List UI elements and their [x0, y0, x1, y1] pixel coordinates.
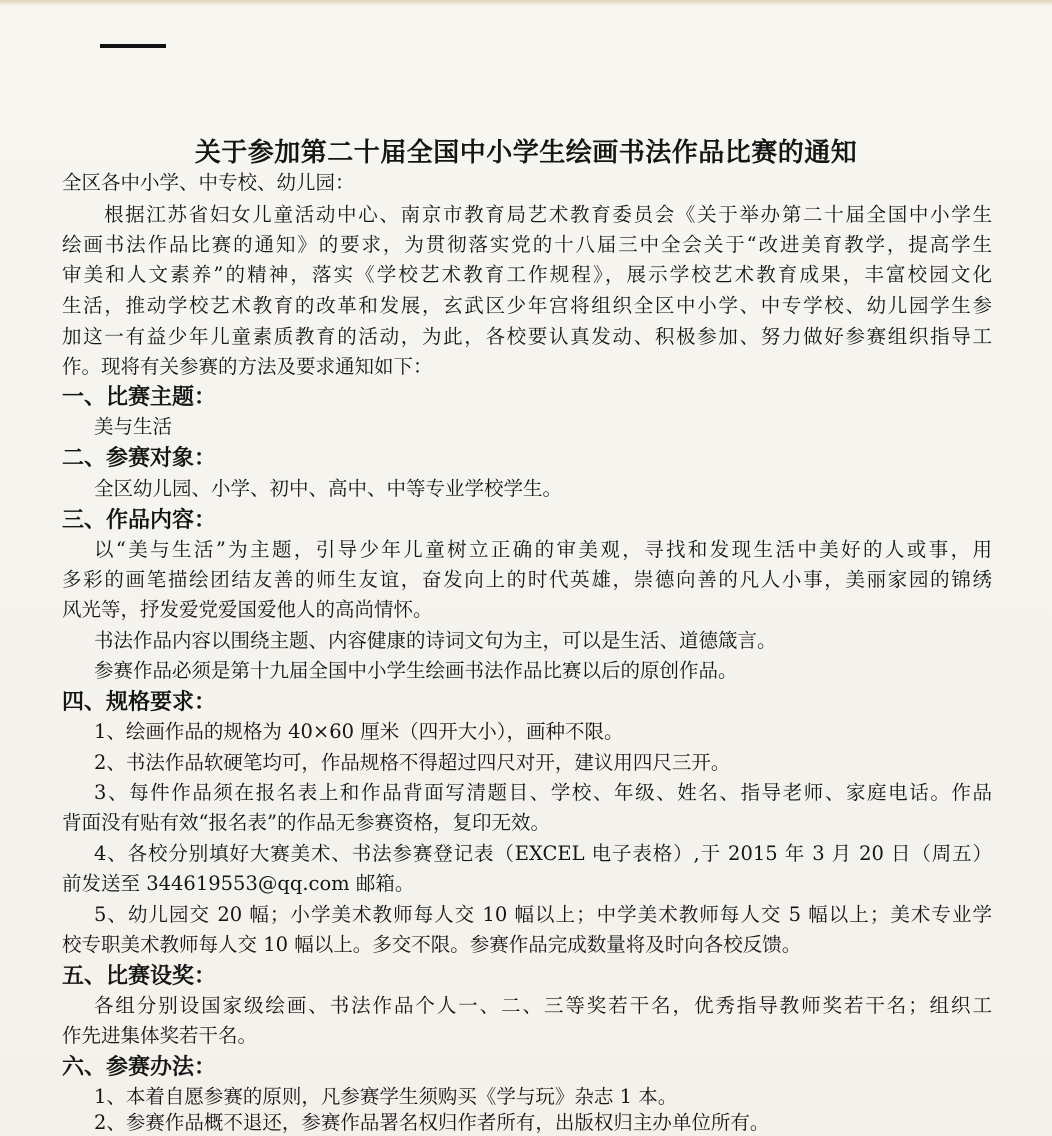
section-text: 4、各校分别填好大赛美术、书法参赛登记表（EXCEL 电子表格）,于 2015 年 3 月 20 日（周五） [94, 842, 992, 865]
section-text: 1、本着自愿参赛的原则，凡参赛学生须购买《学与玩》杂志 1 本。 [94, 1085, 678, 1108]
section-text: 校专职美术教师每人交 10 幅以上。多交不限。参赛作品完成数量将及时向各校反馈。 [62, 933, 802, 956]
section-text: 2、参赛作品概不退还，参赛作品署名权归作者所有，出版权归主办单位所有。 [94, 1111, 770, 1134]
section-text: 书法作品内容以围绕主题、内容健康的诗词文句为主，可以是生活、道德箴言。 [94, 629, 777, 652]
intro-line: 绘画书法作品比赛的通知》的要求，为贯彻落实党的十八届三中全会关于“改进美育教学，提高学生 [62, 233, 992, 256]
intro-line: 审美和人文素养”的精神，落实《学校艺术教育工作规程》，展示学校艺术教育成果，丰富校园文化 [62, 263, 992, 286]
section-text: 参赛作品必须是第十九届全国中小学生绘画书法作品比赛以后的原创作品。 [94, 659, 738, 682]
section-text: 全区幼儿园、小学、初中、高中、中等专业学校学生。 [94, 477, 563, 500]
section-text: 作先进集体奖若干名。 [62, 1024, 258, 1047]
section-text: 3、每件作品须在报名表上和作品背面写清题目、学校、年级、姓名、指导老师、家庭电话。作品 [94, 781, 992, 804]
section-text: 5、幼儿园交 20 幅；小学美术教师每人交 10 幅以上；中学美术教师每人交 5 幅以上；美术专业学 [94, 903, 992, 926]
section-heading-method: 六、参赛办法： [62, 1054, 217, 1080]
section-heading-theme: 一、比赛主题： [62, 384, 217, 410]
intro-line: 根据江苏省妇女儿童活动中心、南京市教育局艺术教育委员会《关于举办第二十届全国中小学生 [104, 203, 992, 226]
intro-line: 生活，推动学校艺术教育的改革和发展，玄武区少年宫将组织全区中小学、中专学校、幼儿园学生参 [62, 294, 992, 317]
section-text: 前发送至 344619553@qq.com 邮箱。 [62, 872, 415, 895]
section-text: 1、绘画作品的规格为 40×60 厘米（四开大小），画种不限。 [94, 720, 624, 743]
addressee-line: 全区各中小学、中专校、幼儿园： [62, 171, 355, 194]
section-text: 风光等，抒发爱党爱国爱他人的高尚情怀。 [62, 598, 433, 621]
section-text: 多彩的画笔描绘团结友善的师生友谊，奋发向上的时代英雄，崇德向善的凡人小事，美丽家园的锦绣 [62, 568, 992, 591]
section-text: 2、书法作品软硬笔均可，作品规格不得超过四尺对开，建议用四尺三开。 [94, 751, 731, 774]
section-heading-awards: 五、比赛设奖： [62, 963, 217, 989]
intro-line: 加这一有益少年儿童素质教育的活动，为此，各校要认真发动、积极参加、努力做好参赛组织指导工 [62, 325, 992, 348]
section-text: 以“美与生活”为主题，引导少年儿童树立正确的审美观，寻找和发现生活中美好的人或事，用 [94, 538, 992, 561]
section-text: 背面没有贴有效“报名表”的作品无参赛资格，复印无效。 [62, 811, 550, 834]
section-heading-participants: 二、参赛对象： [62, 445, 217, 471]
section-heading-content: 三、作品内容： [62, 507, 217, 533]
intro-line: 作。现将有关参赛的方法及要求通知如下： [62, 355, 433, 378]
section-text: 美与生活 [94, 415, 173, 438]
notice-title: 关于参加第二十届全国中小学生绘画书法作品比赛的通知 [194, 138, 858, 168]
header-dash-mark [100, 44, 166, 48]
section-heading-specs: 四、规格要求： [62, 689, 217, 715]
section-text: 各组分别设国家级绘画、书法作品个人一、二、三等奖若干名，优秀指导教师奖若干名；组织工 [94, 994, 992, 1017]
scan-edge-shadow [0, 0, 1052, 6]
